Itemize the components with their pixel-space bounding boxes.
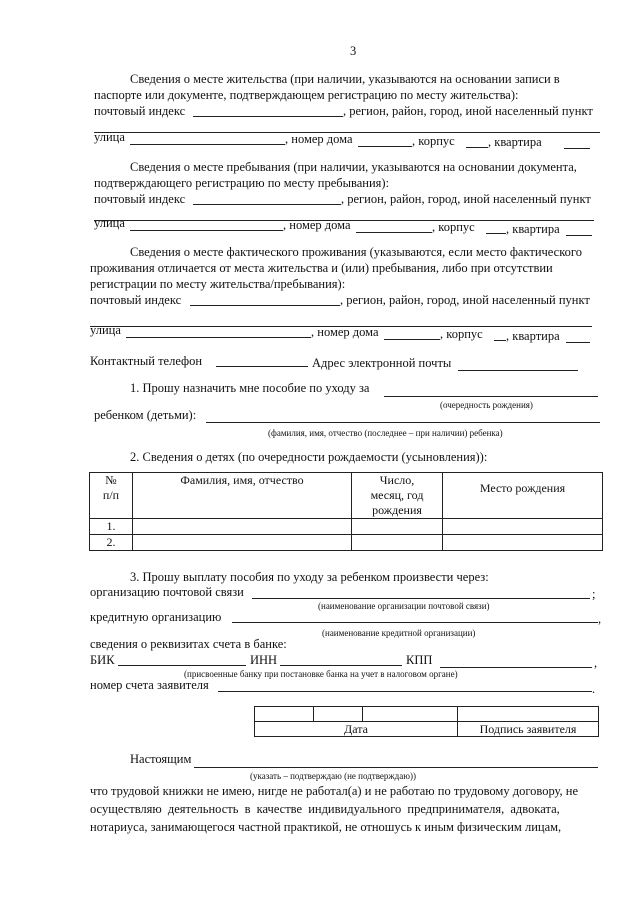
actual-house-field[interactable] xyxy=(384,339,440,340)
confirm-hint: (указать – подтверждаю (не подтверждаю)) xyxy=(250,771,416,781)
table-row xyxy=(90,519,603,535)
header-num-1: № xyxy=(105,473,117,487)
kpp-label: КПП xyxy=(406,653,433,667)
residence-street-field[interactable] xyxy=(130,144,285,145)
stay-street-label: улица xyxy=(94,216,125,230)
stay-intro-line2: подтверждающего регистрацию по месту пребывания): xyxy=(94,176,390,190)
stay-postal-label: почтовый индекс xyxy=(94,192,186,206)
residence-intro-line1: Сведения о месте жительства (при наличии, указываются на основании записи в xyxy=(130,72,560,86)
post-org-label: организацию почтовой связи xyxy=(90,585,244,599)
actual-building-label: , корпус xyxy=(440,327,483,341)
header-num-2: п/п xyxy=(102,488,120,502)
header-fio: Фамилия, имя, отчество xyxy=(133,473,352,519)
residence-street-label: улица xyxy=(94,130,125,144)
row-date-cell[interactable] xyxy=(352,519,443,535)
actual-postal-label: почтовый индекс xyxy=(90,293,182,307)
email-label: Адрес электронной почты xyxy=(312,356,452,370)
date-cell[interactable] xyxy=(255,707,314,722)
actual-intro-line1: Сведения о месте фактического проживания (указываются, если место фактического xyxy=(130,245,582,259)
residence-house-field[interactable] xyxy=(358,146,412,147)
residence-postal-field[interactable] xyxy=(193,116,343,117)
confirm-field[interactable] xyxy=(194,767,598,768)
stay-apt-label: , квартира xyxy=(506,222,560,236)
item1-fio-hint: (фамилия, имя, отчество (последнее – при наличии) ребенка) xyxy=(268,428,503,438)
signature-table xyxy=(254,706,599,737)
header-date xyxy=(352,473,443,519)
page-number: 3 xyxy=(350,44,357,58)
row-date-cell[interactable] xyxy=(352,535,443,551)
stay-postal-field[interactable] xyxy=(193,204,341,205)
actual-intro-line3: регистрации по месту жительства/пребывания): xyxy=(90,277,346,291)
item2-title: 2. Сведения о детях (по очередности рождаемости (усыновления)): xyxy=(130,450,488,464)
residence-apt-label: , квартира xyxy=(488,135,542,149)
actual-street-label: улица xyxy=(90,323,121,337)
stay-intro-line1: Сведения о месте пребывания (при наличии, указываются на основании документа, xyxy=(130,160,577,174)
signature-label: Подпись заявителя xyxy=(458,722,599,737)
bik-field[interactable] xyxy=(118,665,246,666)
phone-field[interactable] xyxy=(216,366,308,367)
email-field[interactable] xyxy=(458,370,578,371)
actual-house-label: , номер дома xyxy=(311,325,379,339)
row-number: 2. xyxy=(90,535,133,551)
bank-details-hint: (присвоенные банку при постановке банка на учет в налоговом органе) xyxy=(184,669,458,679)
actual-street-field[interactable] xyxy=(126,337,311,338)
residence-house-label: , номер дома xyxy=(285,132,353,146)
stay-building-label: , корпус xyxy=(432,220,475,234)
closing-lead: Настоящим xyxy=(130,752,192,766)
item3-title: 3. Прошу выплату пособия по уходу за ребенком произвести через: xyxy=(130,570,489,584)
bank-details-label: сведения о реквизитах счета в банке: xyxy=(90,637,287,651)
post-org-hint: (наименование организации почтовой связи) xyxy=(318,601,490,611)
residence-building-label: , корпус xyxy=(412,134,455,148)
row-number: 1. xyxy=(90,519,133,535)
date-cell[interactable] xyxy=(363,707,458,722)
children-table xyxy=(89,472,603,551)
stay-house-field[interactable] xyxy=(356,232,432,233)
kpp-end: , xyxy=(594,656,598,670)
post-org-field[interactable] xyxy=(252,598,590,599)
actual-intro-line2: проживания отличается от места жительства и (или) пребывания, либо при отсутствии xyxy=(90,261,553,275)
row-fio-cell[interactable] xyxy=(133,535,352,551)
header-num xyxy=(90,473,133,519)
credit-org-field[interactable] xyxy=(232,622,598,623)
date-cell[interactable] xyxy=(314,707,363,722)
date-label: Дата xyxy=(255,722,458,737)
residence-region-label: , регион, район, город, иной населенный пункт xyxy=(343,104,593,118)
credit-org-hint: (наименование кредитной организации) xyxy=(322,628,476,638)
credit-org-end: , xyxy=(598,612,602,626)
residence-postal-label: почтовый индекс xyxy=(94,104,186,118)
header-date-2: месяц, год xyxy=(370,488,424,502)
row-place-cell[interactable] xyxy=(443,535,603,551)
header-date-3: рождения xyxy=(372,503,422,517)
stay-street-field[interactable] xyxy=(130,230,283,231)
inn-label: ИНН xyxy=(250,653,278,667)
inn-field[interactable] xyxy=(280,665,402,666)
residence-intro-line2: паспорте или документе, подтверждающем регистрацию по месту жительства): xyxy=(94,88,519,102)
stay-region-label: , регион, район, город, иной населенный пункт xyxy=(341,192,591,206)
closing-line3: нотариуса, занимающегося частной практикой, не отношусь к иным физическим лицам, xyxy=(90,820,562,834)
actual-postal-field[interactable] xyxy=(190,305,340,306)
item1-child-field[interactable] xyxy=(206,422,600,423)
account-end: . xyxy=(592,682,596,696)
bik-label: БИК xyxy=(90,653,115,667)
phone-label: Контактный телефон xyxy=(90,354,203,368)
item1-child-label: ребенком (детьми): xyxy=(94,408,197,422)
stay-house-label: , номер дома xyxy=(283,218,351,232)
closing-line2: осуществляю деятельность в качестве индивидуального предпринимателя, адвоката, xyxy=(90,802,560,816)
closing-line1: что трудовой книжки не имею, нигде не работал(а) и не работаю по трудовому договору, не xyxy=(90,784,579,798)
item1-order-hint: (очередность рождения) xyxy=(440,400,533,410)
residence-building-field[interactable] xyxy=(466,147,488,148)
account-label: номер счета заявителя xyxy=(90,678,209,692)
residence-apt-field[interactable] xyxy=(564,148,590,149)
actual-building-field[interactable] xyxy=(494,340,506,341)
table-row xyxy=(90,535,603,551)
header-date-1: Число, xyxy=(379,473,415,487)
actual-apt-label: , квартира xyxy=(506,329,560,343)
header-place: Место рождения xyxy=(443,473,603,519)
account-field[interactable] xyxy=(218,691,592,692)
actual-region-label: , регион, район, город, иной населенный пункт xyxy=(340,293,590,307)
item1-order-field[interactable] xyxy=(384,396,598,397)
item1-text: 1. Прошу назначить мне пособие по уходу за xyxy=(130,381,370,395)
stay-building-field[interactable] xyxy=(486,233,506,234)
actual-apt-field[interactable] xyxy=(566,342,590,343)
kpp-field[interactable] xyxy=(440,667,592,668)
credit-org-label: кредитную организацию xyxy=(90,610,222,624)
row-place-cell[interactable] xyxy=(443,519,603,535)
stay-apt-field[interactable] xyxy=(566,235,592,236)
signature-cell[interactable] xyxy=(458,707,599,722)
row-fio-cell[interactable] xyxy=(133,519,352,535)
post-org-end: ; xyxy=(592,587,596,601)
